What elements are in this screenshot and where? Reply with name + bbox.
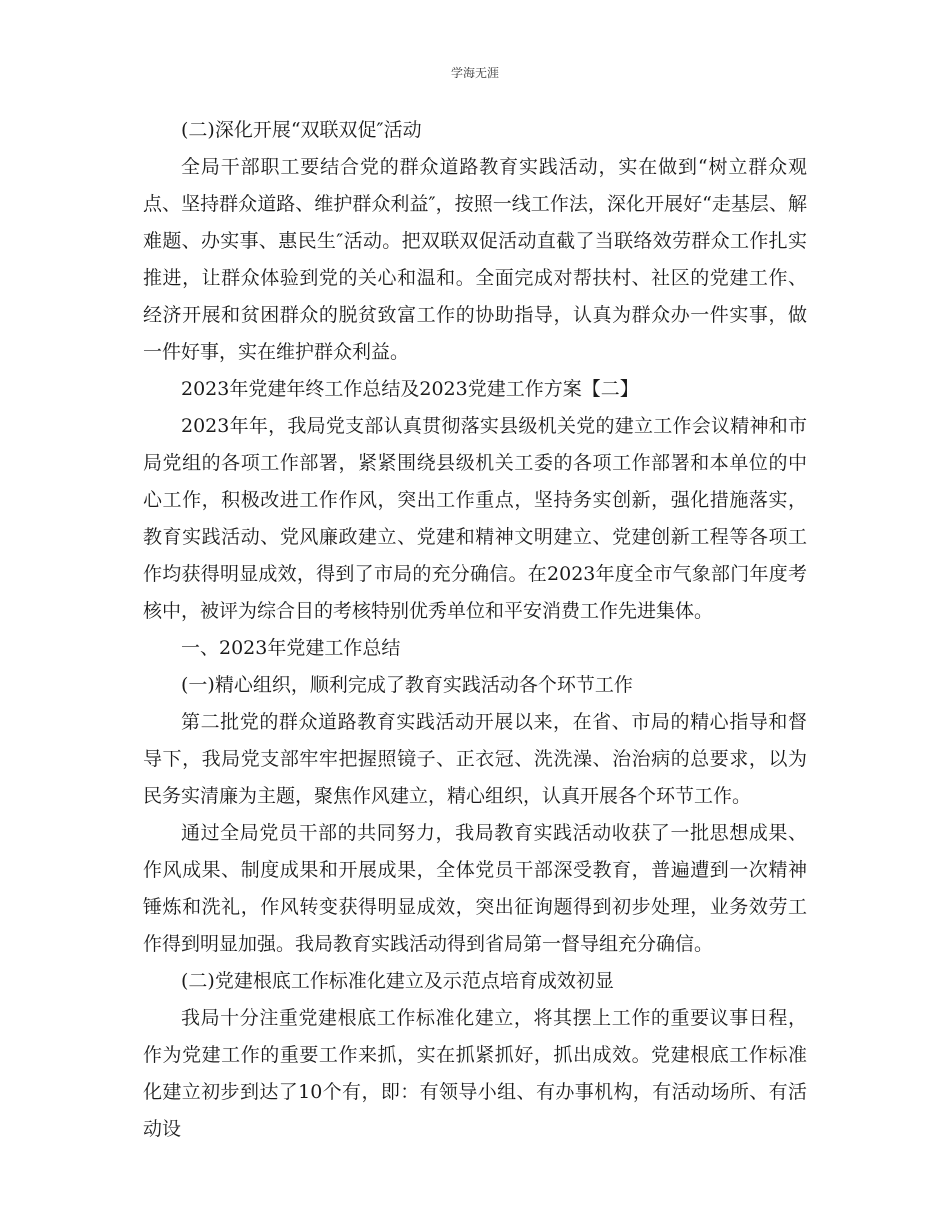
section-heading: (一)精心组织，顺利完成了教育实践活动各个环节工作 (181, 674, 633, 696)
document-title: 2023年党建年终工作总结及2023党建工作方案【二】 (181, 378, 639, 400)
section-heading: (二)党建根底工作标准化建立及示范点培育成效初显 (181, 970, 614, 992)
paragraph: 我局十分注重党建根底工作标准化建立，将其摆上工作的重要议事日程，作为党建工作的重要工作来抓，实在抓紧抓好，抓出成效。党建根底工作标准化建立初步到达了10个有，即：有领导小组、有办事机构，有活动场所、有活动设 (143, 1007, 807, 1140)
section-heading: 一、2023年党建工作总结 (181, 637, 401, 659)
paragraph: 第二批党的群众道路教育实践活动开展以来，在省、市局的精心指导和督导下，我局党支部牢牢把握照镜子、正衣冠、洗洗澡、治治病的总要求，以为民务实清廉为主题，聚焦作风建立，精心组织，认真开展各个环节工作。 (143, 711, 807, 807)
paragraph: 通过全局党员干部的共同努力，我局教育实践活动收获了一批思想成果、作风成果、制度成果和开展成果，全体党员干部深受教育，普遍遭到一次精神锤炼和洗礼，作风转变获得明显成效，突出征询题得到初步处理，业务效劳工作得到明显加强。我局教育实践活动得到省局第一督导组充分确信。 (143, 822, 807, 955)
section-heading: (二)深化开展“双联双促″活动 (181, 119, 422, 141)
document-body (143, 112, 807, 1148)
page-header: 学海无涯 (450, 66, 499, 80)
paragraph: 2023年年，我局党支部认真贯彻落实县级机关党的建立工作会议精神和市局党组的各项工作部署，紧紧围绕县级机关工委的各项工作部署和本单位的中心工作，积极改进工作作风，突出工作重点，坚持务实创新，强化措施落实，教育实践活动、党风廉政建立、党建和精神文明建立、党建创新工程等各项工作均获得明显成效，得到了市局的充分确信。在2023年度全市气象部门年度考核中，被评为综合目的考核特别优秀单位和平安消费工作先进集体。 (143, 415, 807, 622)
paragraph: 全局干部职工要结合党的群众道路教育实践活动，实在做到“树立群众观点、坚持群众道路、维护群众利益″，按照一线工作法，深化开展好“走基层、解难题、办实事、惠民生″活动。把双联双促活动直截了当联络效劳群众工作扎实推进，让群众体验到党的关心和温和。全面完成对帮扶村、社区的党建工作、经济开展和贫困群众的脱贫致富工作的协助指导，认真为群众办一件实事，做一件好事，实在维护群众利益。 (143, 156, 807, 363)
